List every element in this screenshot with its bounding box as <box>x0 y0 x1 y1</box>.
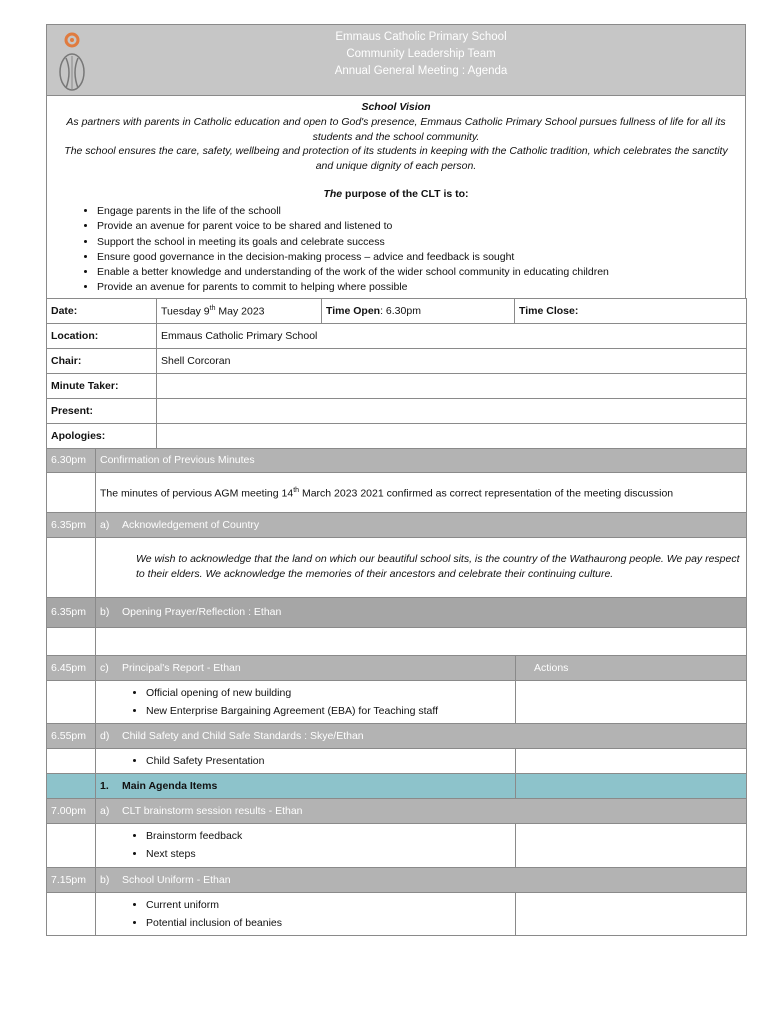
present-value <box>157 398 747 423</box>
item-time: 6.55pm <box>47 723 96 748</box>
item-title: d) Child Safety and Child Safe Standards : Skye/Ethan <box>96 723 747 748</box>
minute-taker-label: Minute Taker: <box>47 373 157 398</box>
item-title: Confirmation of Previous Minutes <box>96 448 747 472</box>
header-banner <box>46 24 746 95</box>
chair-value: Shell Corcoran <box>157 348 747 373</box>
location-label: Location: <box>47 323 157 348</box>
minute-taker-value <box>157 373 747 398</box>
vision-title: School Vision <box>361 101 431 113</box>
list-item: • New Enterprise Bargaining Agreement (EBA) for Teaching staff <box>146 702 511 720</box>
school-name: Emmaus Catholic Primary School <box>335 31 507 43</box>
team-name: Community Leadership Team <box>346 48 496 60</box>
item-time: 6.45pm <box>47 655 96 680</box>
apologies-value <box>157 423 747 448</box>
list-item: • Ensure good governance in the decision-making process – advice and feedback is sought <box>97 250 737 265</box>
item-time: 6.35pm <box>47 597 96 627</box>
agenda-table <box>46 298 747 449</box>
item-title: b) School Uniform - Ethan <box>96 867 747 892</box>
school-logo-icon <box>57 28 87 92</box>
vision-paragraph-1: As partners with parents in Catholic education and open to God's presence, Emmaus Catholic Primary School pursues fullness of life for all its students and the school community. <box>66 116 726 143</box>
apologies-label: Apologies: <box>47 423 157 448</box>
actions-header: Actions <box>516 655 747 680</box>
list-item: • Potential inclusion of beanies <box>146 914 511 932</box>
agenda-items-table <box>46 448 747 936</box>
item-time: 6.35pm <box>47 512 96 537</box>
purpose-list <box>55 204 737 296</box>
location-value: Emmaus Catholic Primary School <box>157 323 747 348</box>
list-item: • Engage parents in the life of the schooll <box>97 204 737 219</box>
agenda-document <box>46 24 746 936</box>
item-title: a) CLT brainstorm session results - Ethan <box>96 798 747 823</box>
list-item: • Enable a better knowledge and understanding of the work of the wider school community in educating children <box>97 265 737 280</box>
main-agenda-heading: 1. Main Agenda Items <box>96 773 516 798</box>
list-item: • Brainstorm feedback <box>146 827 511 845</box>
item-time: 7.00pm <box>47 798 96 823</box>
item-time: 6.30pm <box>47 448 96 472</box>
time-open: Time Open: 6.30pm <box>322 298 515 323</box>
list-item: • Official opening of new building <box>146 684 511 702</box>
meeting-title: Annual General Meeting : Agenda <box>334 65 508 77</box>
item-time: 7.15pm <box>47 867 96 892</box>
item-title: c) Principal's Report - Ethan <box>96 655 516 680</box>
list-item: • Provide an avenue for parent voice to be shared and listened to <box>97 219 737 234</box>
list-item: • Current uniform <box>146 896 511 914</box>
chair-label: Chair: <box>47 348 157 373</box>
purpose-heading: The purpose of the CLT is to: <box>323 188 469 200</box>
list-item: • Next steps <box>146 845 511 863</box>
date-value: Tuesday 9th May 2023 <box>157 298 322 323</box>
item-title: a) Acknowledgement of Country <box>96 512 747 537</box>
acknowledgement-text: We wish to acknowledge that the land on which our beautiful school sits, is the country of the Wathaurong people. We pay respect to their elders. We acknowledge the memories of their ancestors and celebrate their continuing culture. <box>96 537 747 597</box>
school-vision-section <box>46 95 746 298</box>
present-label: Present: <box>47 398 157 423</box>
item-title: b) Opening Prayer/Reflection : Ethan <box>96 597 747 627</box>
time-close-label: Time Close: <box>515 298 747 323</box>
confirm-text: The minutes of pervious AGM meeting 14th March 2023 2021 confirmed as correct representation of the meeting discussion <box>96 472 747 512</box>
list-item: • Support the school in meeting its goals and celebrate success <box>97 235 737 250</box>
date-label: Date: <box>47 298 157 323</box>
list-item: • Provide an avenue for parents to commit to helping where possible <box>97 280 737 295</box>
list-item: • Child Safety Presentation <box>146 752 511 770</box>
vision-paragraph-2: The school ensures the care, safety, wellbeing and protection of its students in keeping with the Catholic tradition, which celebrates the sanctity and unique dignity of each person. <box>64 145 728 172</box>
